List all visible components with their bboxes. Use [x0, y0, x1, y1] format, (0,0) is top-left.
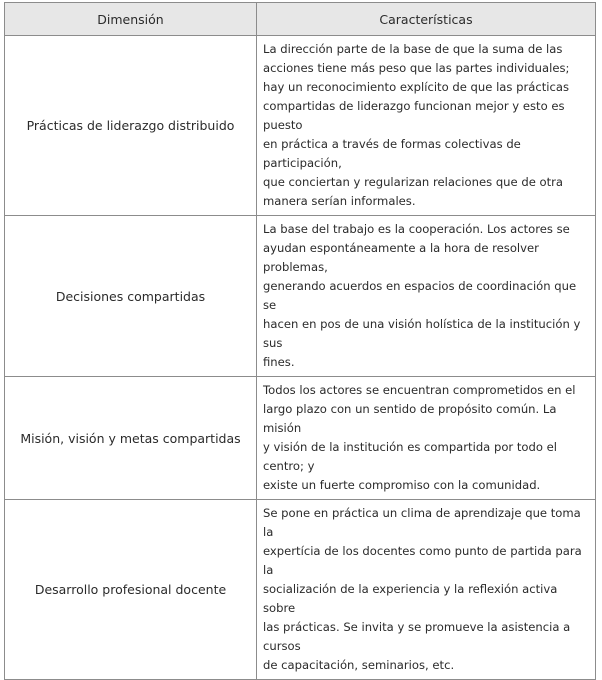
- row-dimension: Prácticas de liderazgo distribuido: [5, 36, 257, 216]
- row-dimension: Desarrollo profesional docente: [5, 500, 257, 680]
- row-dimension: Misión, visión y metas compartidas: [5, 377, 257, 500]
- header-characteristics: Características: [257, 3, 596, 36]
- table-row: [5, 377, 596, 500]
- header-dimension: Dimensión: [5, 3, 257, 36]
- row-characteristics: La dirección parte de la base de que la suma de las acciones tiene más peso que las partes individuales; hay un reconocimiento explícito de que las prácticas compartidas de liderazgo funcionan mejor y esto es puesto en práctica a través de formas colectivas de participación, que conciertan y regularizan relaciones que de otra manera serían informales.: [257, 36, 596, 216]
- table-row: [5, 500, 596, 680]
- row-dimension: Decisiones compartidas: [5, 216, 257, 377]
- table-header-row: [5, 3, 596, 36]
- table-row: [5, 216, 596, 377]
- table-row: [5, 36, 596, 216]
- row-characteristics: La base del trabajo es la cooperación. Los actores se ayudan espontáneamente a la hora de resolver problemas, generando acuerdos en espacios de coordinación que se hacen en pos de una visión holística de la institución y sus fines.: [257, 216, 596, 377]
- dimensions-table: [4, 2, 596, 680]
- row-characteristics: Todos los actores se encuentran comprometidos en el largo plazo con un sentido de propósito común. La misión y visión de la institución es compartida por todo el centro; y existe un fuerte compromiso con la comunidad.: [257, 377, 596, 500]
- row-characteristics: Se pone en práctica un clima de aprendizaje que toma la expertícia de los docentes como punto de partida para la socialización de la experiencia y la reflexión activa sobre las prácticas. Se invita y se promueve la asistencia a cursos de capacitación, seminarios, etc.: [257, 500, 596, 680]
